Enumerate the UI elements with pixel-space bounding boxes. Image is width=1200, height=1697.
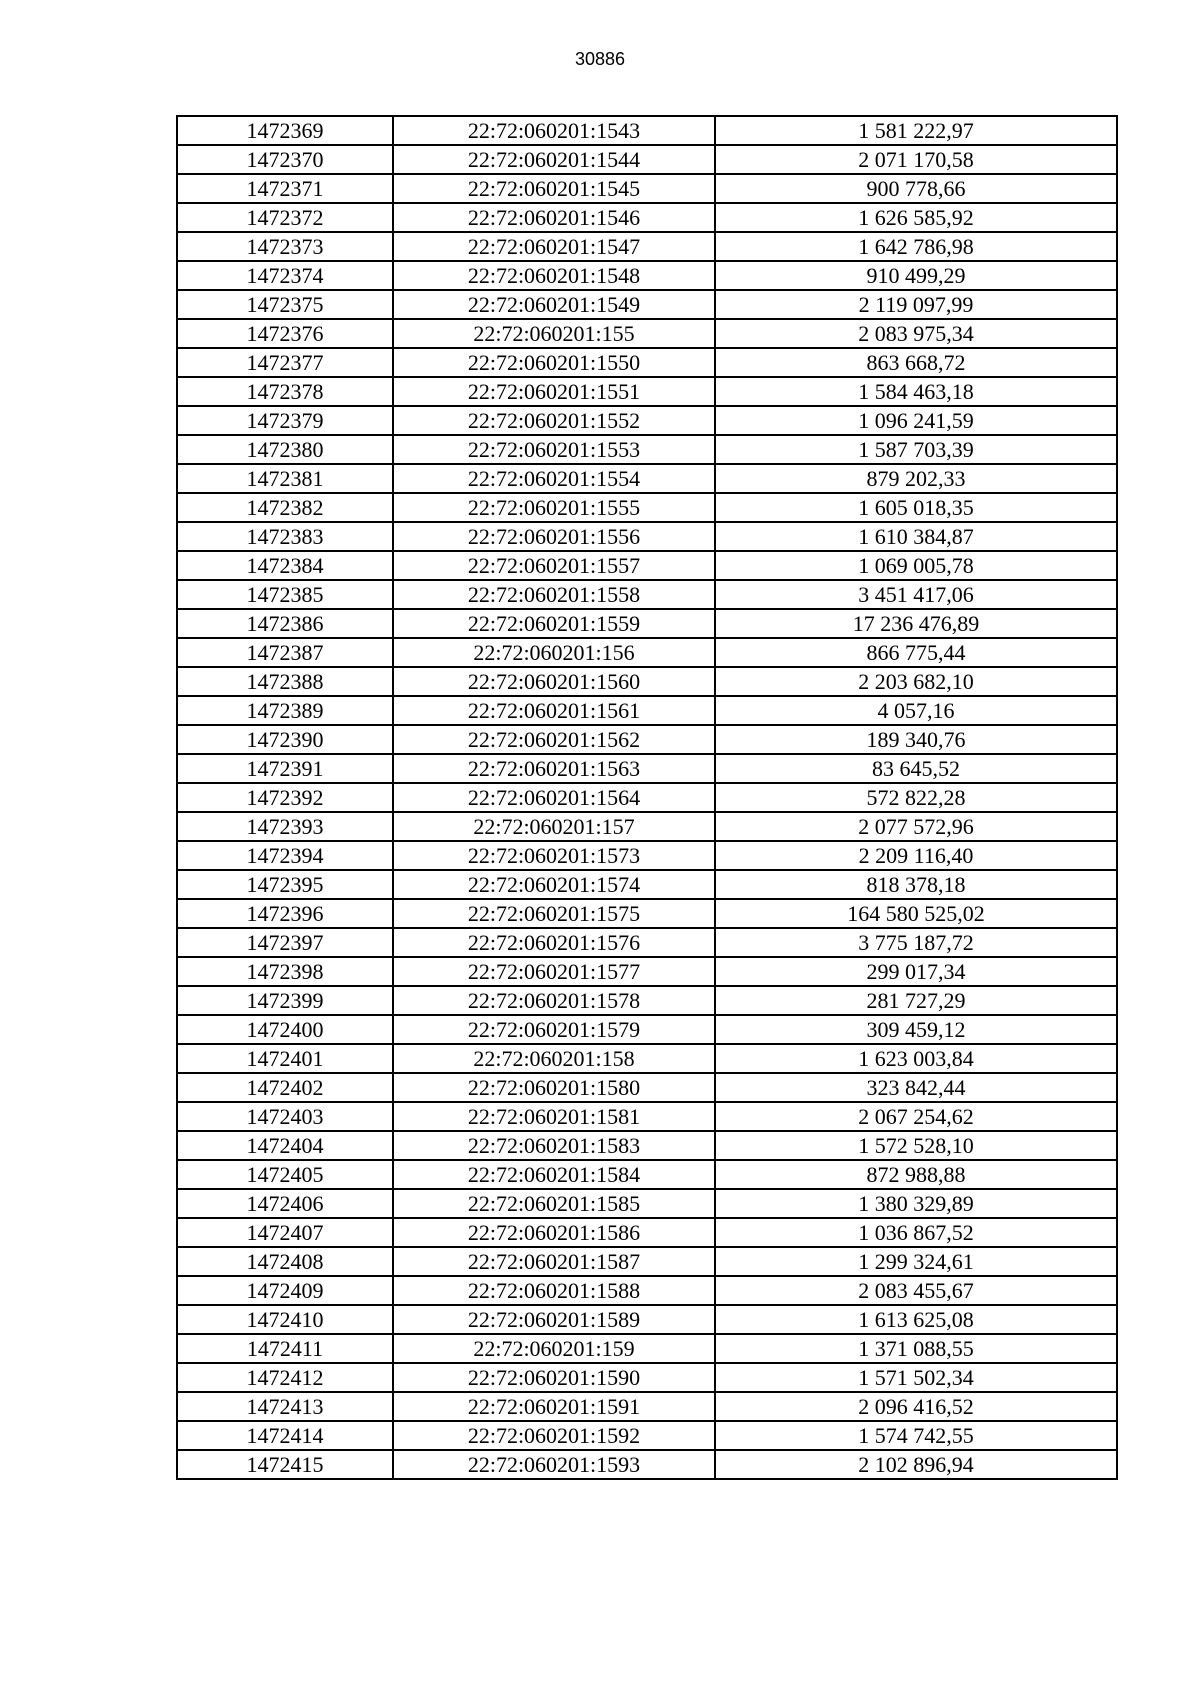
table-row	[177, 145, 1117, 174]
table-row	[177, 1189, 1117, 1218]
cadastral-value-cell: 1 096 241,59	[715, 406, 1117, 435]
row-id-cell: 1472390	[177, 725, 393, 754]
cadastral-value-cell: 1 572 528,10	[715, 1131, 1117, 1160]
table-row	[177, 232, 1117, 261]
cadastral-value-cell: 1 299 324,61	[715, 1247, 1117, 1276]
cadastral-number-cell: 22:72:060201:1574	[393, 870, 715, 899]
row-id-cell: 1472375	[177, 290, 393, 319]
row-id-cell: 1472392	[177, 783, 393, 812]
cadastral-value-cell: 2 083 975,34	[715, 319, 1117, 348]
cadastral-number-cell: 22:72:060201:1575	[393, 899, 715, 928]
cadastral-value-cell: 3 451 417,06	[715, 580, 1117, 609]
row-id-cell: 1472413	[177, 1392, 393, 1421]
cadastral-number-cell: 22:72:060201:1564	[393, 783, 715, 812]
cadastral-value-cell: 1 642 786,98	[715, 232, 1117, 261]
row-id-cell: 1472409	[177, 1276, 393, 1305]
cadastral-value-cell: 910 499,29	[715, 261, 1117, 290]
cadastral-number-cell: 22:72:060201:1556	[393, 522, 715, 551]
table-row	[177, 1392, 1117, 1421]
table-row	[177, 1102, 1117, 1131]
cadastral-number-cell: 22:72:060201:1584	[393, 1160, 715, 1189]
cadastral-number-cell: 22:72:060201:158	[393, 1044, 715, 1073]
table-row	[177, 899, 1117, 928]
row-id-cell: 1472412	[177, 1363, 393, 1392]
table-row	[177, 986, 1117, 1015]
cadastral-value-cell: 1 371 088,55	[715, 1334, 1117, 1363]
cadastral-number-cell: 22:72:060201:1590	[393, 1363, 715, 1392]
cadastral-value-cell: 572 822,28	[715, 783, 1117, 812]
cadastral-number-cell: 22:72:060201:1543	[393, 116, 715, 145]
table-body	[177, 116, 1117, 1479]
cadastral-value-cell: 2 083 455,67	[715, 1276, 1117, 1305]
row-id-cell: 1472394	[177, 841, 393, 870]
table-row	[177, 667, 1117, 696]
table-row	[177, 1421, 1117, 1450]
cadastral-number-cell: 22:72:060201:1586	[393, 1218, 715, 1247]
table-row	[177, 1073, 1117, 1102]
row-id-cell: 1472398	[177, 957, 393, 986]
table-row	[177, 783, 1117, 812]
cadastral-number-cell: 22:72:060201:1587	[393, 1247, 715, 1276]
table-row	[177, 1044, 1117, 1073]
cadastral-number-cell: 22:72:060201:1551	[393, 377, 715, 406]
table-row	[177, 319, 1117, 348]
cadastral-value-cell: 1 069 005,78	[715, 551, 1117, 580]
cadastral-value-cell: 2 102 896,94	[715, 1450, 1117, 1479]
table-row	[177, 841, 1117, 870]
row-id-cell: 1472400	[177, 1015, 393, 1044]
table-row	[177, 551, 1117, 580]
table-row	[177, 464, 1117, 493]
table-row	[177, 116, 1117, 145]
table-row	[177, 812, 1117, 841]
cadastral-value-cell: 1 626 585,92	[715, 203, 1117, 232]
table-row	[177, 1218, 1117, 1247]
row-id-cell: 1472376	[177, 319, 393, 348]
cadastral-value-cell: 2 077 572,96	[715, 812, 1117, 841]
cadastral-value-cell: 863 668,72	[715, 348, 1117, 377]
table-row	[177, 348, 1117, 377]
row-id-cell: 1472408	[177, 1247, 393, 1276]
row-id-cell: 1472397	[177, 928, 393, 957]
row-id-cell: 1472395	[177, 870, 393, 899]
table-row	[177, 435, 1117, 464]
cadastral-number-cell: 22:72:060201:1548	[393, 261, 715, 290]
cadastral-number-cell: 22:72:060201:1562	[393, 725, 715, 754]
table-row	[177, 1247, 1117, 1276]
table-row	[177, 725, 1117, 754]
cadastral-number-cell: 22:72:060201:1554	[393, 464, 715, 493]
table-row	[177, 1334, 1117, 1363]
table-row	[177, 1276, 1117, 1305]
row-id-cell: 1472383	[177, 522, 393, 551]
row-id-cell: 1472386	[177, 609, 393, 638]
row-id-cell: 1472382	[177, 493, 393, 522]
cadastral-number-cell: 22:72:060201:1561	[393, 696, 715, 725]
cadastral-value-cell: 323 842,44	[715, 1073, 1117, 1102]
cadastral-number-cell: 22:72:060201:156	[393, 638, 715, 667]
cadastral-value-cell: 900 778,66	[715, 174, 1117, 203]
cadastral-number-cell: 22:72:060201:1559	[393, 609, 715, 638]
row-id-cell: 1472381	[177, 464, 393, 493]
row-id-cell: 1472373	[177, 232, 393, 261]
table-row	[177, 580, 1117, 609]
row-id-cell: 1472411	[177, 1334, 393, 1363]
cadastral-value-cell: 879 202,33	[715, 464, 1117, 493]
cadastral-value-cell: 2 119 097,99	[715, 290, 1117, 319]
cadastral-value-cell: 1 623 003,84	[715, 1044, 1117, 1073]
table-row	[177, 957, 1117, 986]
cadastral-number-cell: 22:72:060201:1581	[393, 1102, 715, 1131]
table-row	[177, 696, 1117, 725]
row-id-cell: 1472405	[177, 1160, 393, 1189]
cadastral-value-cell: 1 036 867,52	[715, 1218, 1117, 1247]
table-row	[177, 1363, 1117, 1392]
cadastral-number-cell: 22:72:060201:1573	[393, 841, 715, 870]
table-row	[177, 1015, 1117, 1044]
row-id-cell: 1472369	[177, 116, 393, 145]
cadastral-number-cell: 22:72:060201:1563	[393, 754, 715, 783]
table-row	[177, 754, 1117, 783]
cadastral-number-cell: 22:72:060201:1546	[393, 203, 715, 232]
cadastral-number-cell: 22:72:060201:1555	[393, 493, 715, 522]
table-row	[177, 522, 1117, 551]
cadastral-value-cell: 189 340,76	[715, 725, 1117, 754]
table-row	[177, 638, 1117, 667]
cadastral-value-cell: 1 605 018,35	[715, 493, 1117, 522]
table-row	[177, 1131, 1117, 1160]
cadastral-number-cell: 22:72:060201:1577	[393, 957, 715, 986]
cadastral-number-cell: 22:72:060201:1558	[393, 580, 715, 609]
row-id-cell: 1472406	[177, 1189, 393, 1218]
cadastral-number-cell: 22:72:060201:1593	[393, 1450, 715, 1479]
row-id-cell: 1472404	[177, 1131, 393, 1160]
row-id-cell: 1472374	[177, 261, 393, 290]
row-id-cell: 1472370	[177, 145, 393, 174]
cadastral-value-cell: 1 571 502,34	[715, 1363, 1117, 1392]
cadastral-value-cell: 17 236 476,89	[715, 609, 1117, 638]
table-row	[177, 203, 1117, 232]
table-row	[177, 493, 1117, 522]
cadastral-number-cell: 22:72:060201:1560	[393, 667, 715, 696]
row-id-cell: 1472396	[177, 899, 393, 928]
row-id-cell: 1472384	[177, 551, 393, 580]
cadastral-value-cell: 2 096 416,52	[715, 1392, 1117, 1421]
row-id-cell: 1472399	[177, 986, 393, 1015]
cadastral-value-cell: 1 380 329,89	[715, 1189, 1117, 1218]
cadastral-value-cell: 2 067 254,62	[715, 1102, 1117, 1131]
row-id-cell: 1472371	[177, 174, 393, 203]
cadastral-value-cell: 281 727,29	[715, 986, 1117, 1015]
row-id-cell: 1472407	[177, 1218, 393, 1247]
cadastral-number-cell: 22:72:060201:1549	[393, 290, 715, 319]
table-row	[177, 377, 1117, 406]
cadastral-value-table	[176, 115, 1118, 1480]
row-id-cell: 1472372	[177, 203, 393, 232]
table-row	[177, 1160, 1117, 1189]
cadastral-number-cell: 22:72:060201:1578	[393, 986, 715, 1015]
cadastral-number-cell: 22:72:060201:1544	[393, 145, 715, 174]
row-id-cell: 1472393	[177, 812, 393, 841]
table-row	[177, 870, 1117, 899]
cadastral-value-cell: 1 584 463,18	[715, 377, 1117, 406]
table-row	[177, 174, 1117, 203]
row-id-cell: 1472380	[177, 435, 393, 464]
cadastral-number-cell: 22:72:060201:1557	[393, 551, 715, 580]
cadastral-number-cell: 22:72:060201:1580	[393, 1073, 715, 1102]
cadastral-number-cell: 22:72:060201:157	[393, 812, 715, 841]
cadastral-value-cell: 309 459,12	[715, 1015, 1117, 1044]
cadastral-number-cell: 22:72:060201:1547	[393, 232, 715, 261]
row-id-cell: 1472388	[177, 667, 393, 696]
row-id-cell: 1472389	[177, 696, 393, 725]
cadastral-value-cell: 83 645,52	[715, 754, 1117, 783]
cadastral-value-cell: 2 209 116,40	[715, 841, 1117, 870]
table-row	[177, 928, 1117, 957]
cadastral-number-cell: 22:72:060201:1589	[393, 1305, 715, 1334]
cadastral-value-cell: 299 017,34	[715, 957, 1117, 986]
cadastral-value-cell: 818 378,18	[715, 870, 1117, 899]
row-id-cell: 1472403	[177, 1102, 393, 1131]
row-id-cell: 1472414	[177, 1421, 393, 1450]
table-row	[177, 406, 1117, 435]
cadastral-number-cell: 22:72:060201:1550	[393, 348, 715, 377]
page-number: 30886	[574, 49, 626, 69]
row-id-cell: 1472387	[177, 638, 393, 667]
cadastral-number-cell: 22:72:060201:1553	[393, 435, 715, 464]
table-row	[177, 290, 1117, 319]
row-id-cell: 1472410	[177, 1305, 393, 1334]
cadastral-number-cell: 22:72:060201:1576	[393, 928, 715, 957]
cadastral-number-cell: 22:72:060201:1579	[393, 1015, 715, 1044]
cadastral-value-cell: 2 203 682,10	[715, 667, 1117, 696]
table-row	[177, 1450, 1117, 1479]
cadastral-value-cell: 1 610 384,87	[715, 522, 1117, 551]
cadastral-value-cell: 3 775 187,72	[715, 928, 1117, 957]
cadastral-value-cell: 2 071 170,58	[715, 145, 1117, 174]
row-id-cell: 1472377	[177, 348, 393, 377]
cadastral-value-cell: 164 580 525,02	[715, 899, 1117, 928]
row-id-cell: 1472415	[177, 1450, 393, 1479]
row-id-cell: 1472378	[177, 377, 393, 406]
cadastral-number-cell: 22:72:060201:155	[393, 319, 715, 348]
cadastral-value-cell: 1 581 222,97	[715, 116, 1117, 145]
cadastral-number-cell: 22:72:060201:1583	[393, 1131, 715, 1160]
table-row	[177, 609, 1117, 638]
cadastral-number-cell: 22:72:060201:159	[393, 1334, 715, 1363]
cadastral-value-cell: 4 057,16	[715, 696, 1117, 725]
cadastral-number-cell: 22:72:060201:1545	[393, 174, 715, 203]
cadastral-value-cell: 872 988,88	[715, 1160, 1117, 1189]
cadastral-number-cell: 22:72:060201:1591	[393, 1392, 715, 1421]
row-id-cell: 1472401	[177, 1044, 393, 1073]
row-id-cell: 1472385	[177, 580, 393, 609]
cadastral-number-cell: 22:72:060201:1588	[393, 1276, 715, 1305]
cadastral-value-cell: 866 775,44	[715, 638, 1117, 667]
cadastral-value-cell: 1 574 742,55	[715, 1421, 1117, 1450]
cadastral-value-cell: 1 613 625,08	[715, 1305, 1117, 1334]
cadastral-number-cell: 22:72:060201:1552	[393, 406, 715, 435]
row-id-cell: 1472379	[177, 406, 393, 435]
cadastral-number-cell: 22:72:060201:1585	[393, 1189, 715, 1218]
row-id-cell: 1472391	[177, 754, 393, 783]
table-row	[177, 261, 1117, 290]
cadastral-number-cell: 22:72:060201:1592	[393, 1421, 715, 1450]
cadastral-value-cell: 1 587 703,39	[715, 435, 1117, 464]
row-id-cell: 1472402	[177, 1073, 393, 1102]
table-row	[177, 1305, 1117, 1334]
